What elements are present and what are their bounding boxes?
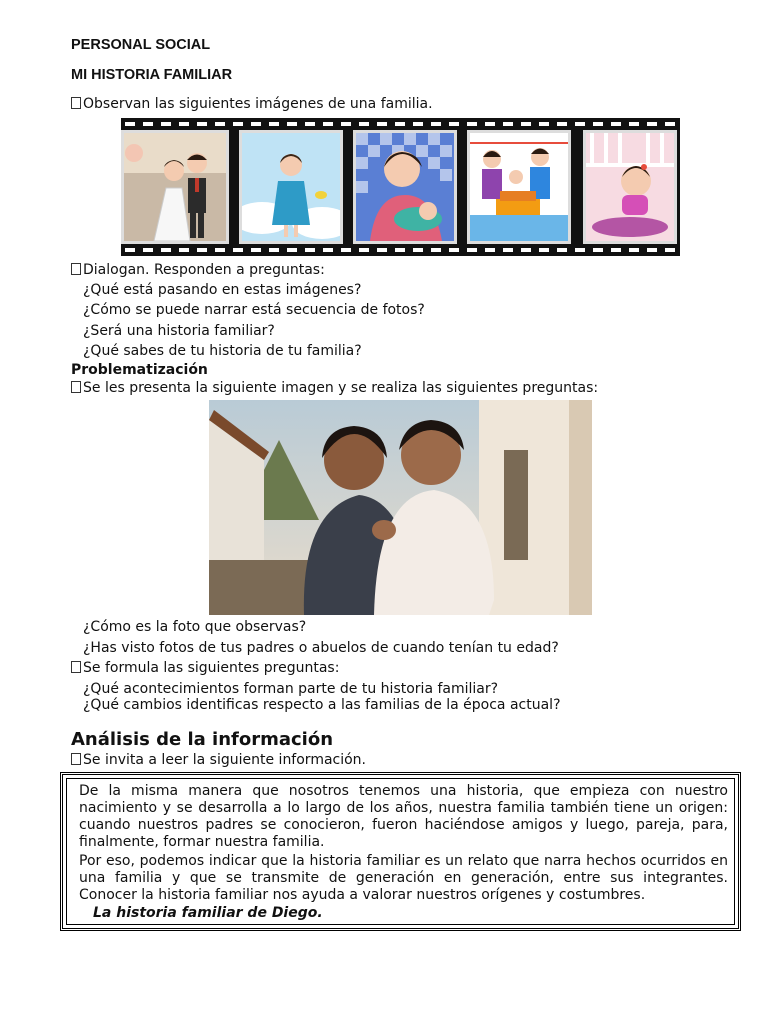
problem-line — [71, 378, 598, 398]
bullet-icon — [71, 97, 81, 109]
story-title: La historia familiar de Diego. — [93, 905, 323, 921]
dialog-question: ¿Será una historia familiar? — [83, 323, 275, 339]
intro-line — [71, 94, 433, 114]
dialog-question: ¿Qué está pasando en estas imágenes? — [83, 282, 362, 298]
dialog-question: ¿Qué sabes de tu historia de tu familia? — [83, 343, 362, 359]
info-paragraph-2: Por eso, podemos indicar que la historia familiar es un relato que narra hechos ocurridos en una familia y que se transmite de generación en generación, entre sus integrantes. Conocer la historia familiar nos ayuda a valorar nuestros orígenes y costumbres. — [79, 853, 728, 903]
problem-question: ¿Qué cambios identificas respecto a las familias de la época actual? — [83, 697, 561, 713]
problem-text: Se les presenta la siguiente imagen y se realiza las siguientes preguntas: — [83, 380, 599, 396]
frame-wedding-illustration — [121, 130, 229, 244]
page-title: MI HISTORIA FAMILIAR — [71, 67, 233, 83]
analysis-line — [71, 750, 366, 770]
frame-birthday-illustration — [467, 130, 571, 244]
analysis-text: Se invita a leer la siguiente información. — [83, 752, 367, 768]
film-perforations-bottom — [121, 246, 680, 254]
problem-line-2 — [71, 658, 339, 678]
dialog-question: ¿Cómo se puede narrar está secuencia de fotos? — [83, 302, 425, 318]
bullet-icon — [71, 381, 81, 393]
dialog-line — [71, 260, 325, 280]
information-box — [60, 772, 741, 931]
wedding-couple-illustration — [124, 133, 226, 241]
frame-mother-illustration — [239, 130, 343, 244]
intro-text: Observan las siguientes imágenes de una familia. — [83, 96, 433, 112]
bullet-icon — [71, 263, 81, 275]
children-photo — [209, 400, 592, 615]
analysis-heading: Análisis de la información — [71, 729, 334, 750]
information-box-inner — [66, 778, 735, 925]
film-perforations-top — [121, 120, 680, 128]
subject-heading: PERSONAL SOCIAL — [71, 37, 211, 53]
problem-question: ¿Qué acontecimientos forman parte de tu historia familiar? — [83, 681, 499, 697]
two-children-photo — [209, 400, 592, 615]
bullet-icon — [71, 661, 81, 673]
bullet-icon — [71, 753, 81, 765]
mother-with-baby-illustration — [356, 133, 454, 241]
problem-heading: Problematización — [71, 362, 208, 378]
problem-question: ¿Has visto fotos de tus padres o abuelos de cuando tenían tu edad? — [83, 640, 559, 656]
dialog-text: Dialogan. Responden a preguntas: — [83, 262, 325, 278]
family-filmstrip — [121, 118, 680, 256]
problem-question: ¿Cómo es la foto que observas? — [83, 619, 307, 635]
birthday-family-illustration — [470, 133, 568, 241]
problem-text-2: Se formula las siguientes preguntas: — [83, 660, 340, 676]
pregnant-mother-illustration — [242, 133, 340, 241]
frame-newborn-illustration — [353, 130, 457, 244]
info-paragraph-1: De la misma manera que nosotros tenemos una historia, que empieza con nuestro nacimiento y se desarrolla a lo largo de los años, nuestra familia también tiene un origen: cuando nuestros padres se conocieron, fueron haciéndose amigos y luego, pareja, para, finalmente, formar nuestra familia. — [79, 783, 728, 850]
frame-baby-illustration — [583, 130, 677, 244]
baby-crib-illustration — [586, 133, 674, 241]
